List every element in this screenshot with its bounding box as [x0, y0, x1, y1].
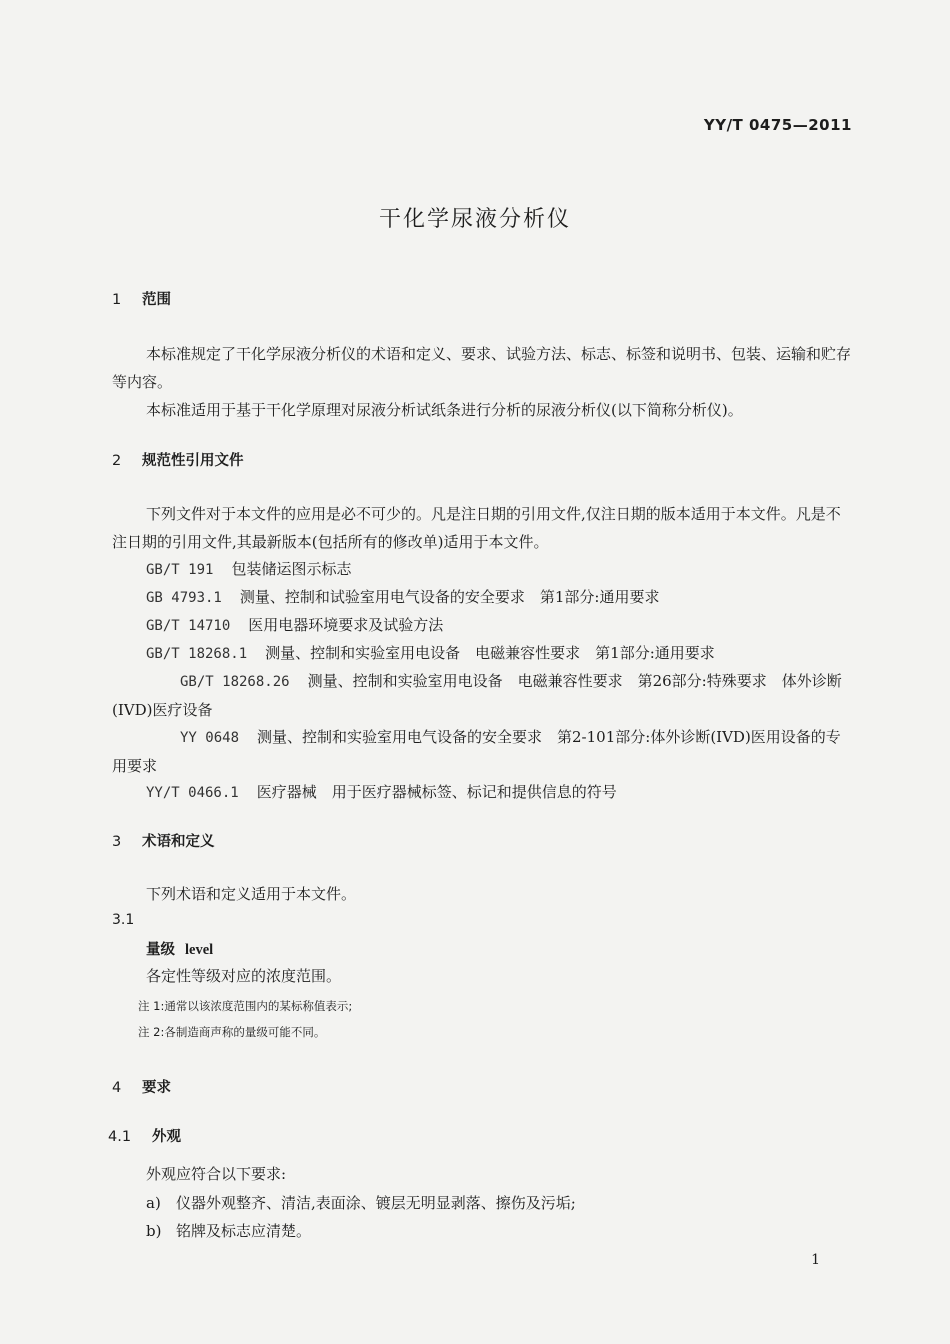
paragraph: 本标准规定了干化学尿液分析仪的术语和定义、要求、试验方法、标志、标签和说明书、包装、运输和贮存等内容。	[112, 345, 852, 391]
list-text: 仪器外观整齐、清洁,表面涂、镀层无明显剥落、擦伤及污垢;	[176, 1194, 576, 1212]
section-1-heading	[112, 288, 171, 309]
reference-item	[112, 667, 852, 724]
reference-code: GB/T 14710	[146, 618, 231, 634]
reference-item	[112, 723, 852, 780]
paragraph: 下列文件对于本文件的应用是必不可少的。凡是注日期的引用文件,仅注日期的版本适用于本文件。凡是不注日期的引用文件,其最新版本(包括所有的修改单)适用于本文件。	[112, 505, 841, 551]
reference-code: YY 0648	[180, 730, 240, 746]
reference-code: GB/T 18268.26	[180, 674, 290, 690]
subclause-4-1-heading	[108, 1125, 181, 1146]
list-marker: a)	[146, 1194, 161, 1212]
reference-item	[146, 583, 659, 612]
subclause-number: 4.1	[108, 1129, 132, 1145]
list-text: 铭牌及标志应清楚。	[176, 1222, 312, 1240]
reference-item	[146, 611, 443, 640]
term-chinese: 量级	[146, 942, 175, 958]
reference-item	[146, 778, 617, 807]
list-item	[146, 1189, 576, 1217]
paragraph: 下列术语和定义适用于本文件。	[146, 885, 357, 903]
document-title: 干化学尿液分析仪	[378, 207, 571, 232]
paragraph: 本标准适用于基于干化学原理对尿液分析试纸条进行分析的尿液分析仪(以下简称分析仪)。	[146, 401, 743, 419]
reference-code: GB/T 191	[146, 562, 214, 578]
subclause-number: 3.1	[112, 912, 135, 928]
note: 注 1:通常以该浓度范围内的某标称值表示;	[138, 999, 353, 1013]
term-entry	[146, 938, 213, 959]
reference-title: 测量、控制和实验室用电气设备的安全要求 第2-101部分:体外诊断(IVD)医用设备的专用要求	[112, 728, 841, 775]
section-3-heading	[112, 830, 215, 851]
list-item	[146, 1217, 311, 1245]
reference-title: 包装储运图示标志	[231, 560, 352, 578]
reference-title: 测量、控制和实验室用电设备 电磁兼容性要求 第26部分:特殊要求 体外诊断(IVD)医疗设备	[112, 672, 842, 719]
list-marker: b)	[146, 1222, 162, 1240]
section-title: 范围	[142, 292, 171, 308]
reference-item	[146, 555, 351, 584]
reference-code: GB 4793.1	[146, 590, 222, 606]
reference-item	[146, 639, 715, 668]
reference-title: 医疗器械 用于医疗器械标签、标记和提供信息的符号	[256, 783, 617, 801]
reference-title: 测量、控制和试验室用电气设备的安全要求 第1部分:通用要求	[239, 588, 660, 606]
term-english: level	[185, 942, 214, 958]
section-number: 3	[112, 834, 122, 850]
subclause-title: 外观	[152, 1129, 181, 1145]
standard-code: YY/T 0475—2011	[703, 116, 852, 134]
section-title: 术语和定义	[142, 834, 215, 850]
section-4-heading	[112, 1076, 171, 1097]
section-title: 要求	[142, 1080, 171, 1096]
reference-title: 测量、控制和实验室用电设备 电磁兼容性要求 第1部分:通用要求	[265, 644, 715, 662]
reference-title: 医用电器环境要求及试验方法	[248, 616, 444, 634]
section-2-heading	[112, 449, 244, 470]
section-number: 1	[112, 292, 122, 308]
section-number: 2	[112, 453, 122, 469]
term-definition: 各定性等级对应的浓度范围。	[146, 967, 342, 985]
section-number: 4	[112, 1080, 122, 1096]
reference-code: GB/T 18268.1	[146, 646, 248, 662]
section-title: 规范性引用文件	[142, 453, 244, 469]
page-number: 1	[811, 1252, 820, 1268]
paragraph: 外观应符合以下要求:	[146, 1165, 287, 1183]
reference-code: YY/T 0466.1	[146, 785, 239, 801]
note: 注 2:各制造商声称的量级可能不同。	[138, 1025, 326, 1039]
